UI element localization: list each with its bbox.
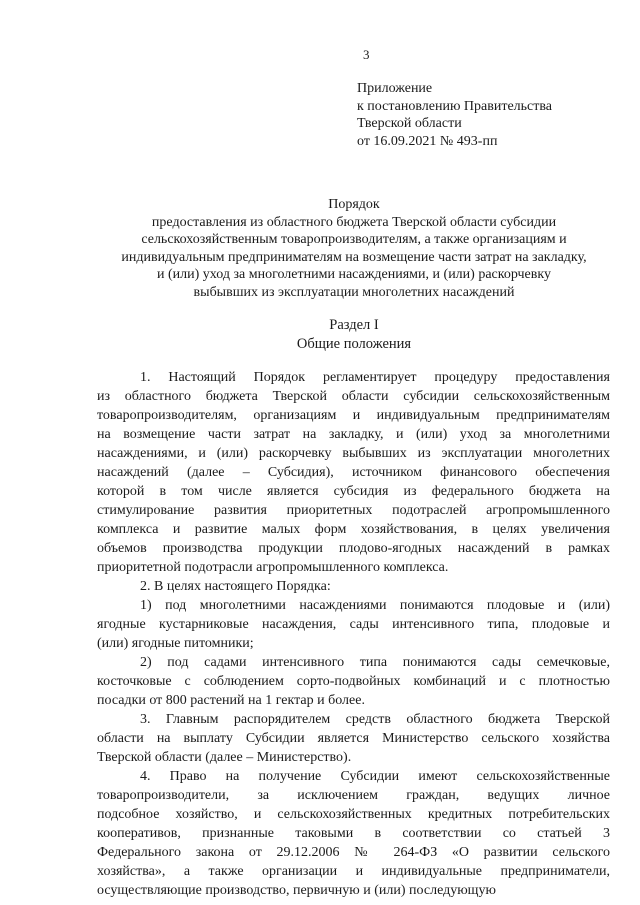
page-number: 3 bbox=[363, 47, 370, 62]
paragraph-line: хозяйства», а также организации и индивидуальные предприниматели, bbox=[97, 864, 610, 879]
section-number: Раздел I bbox=[329, 317, 379, 333]
paragraph-line: 1) под многолетними насаждениями понимаются плодовые и (или) bbox=[140, 598, 610, 613]
paragraph-line: (или) ягодные питомники; bbox=[97, 636, 254, 651]
paragraph-line: 3. Главным распорядителем средств областного бюджета Тверской bbox=[140, 712, 610, 727]
paragraph-line: области на выплату Субсидии является Министерство сельского хозяйства bbox=[97, 731, 610, 746]
title-heading: Порядок bbox=[328, 197, 380, 212]
paragraph-line: комплекса и развитие малых форм хозяйствования, в целях увеличения bbox=[97, 522, 610, 537]
paragraph-line: ягодные кустарниковые насаждения, сады интенсивного типа, плодовые и bbox=[97, 617, 610, 632]
paragraph-line: на возмещение части затрат на закладку, и (или) уход за многолетними bbox=[97, 427, 610, 442]
title-line: индивидуальным предпринимателям на возмещение части затрат на закладку, bbox=[121, 249, 587, 265]
paragraph-line: из областного бюджета Тверской области субсидии сельскохозяйственным bbox=[97, 389, 610, 404]
paragraph-line: стимулирование развития приоритетных подотраслей агропромышленного bbox=[97, 503, 610, 518]
title-line: предоставления из областного бюджета Тверской области субсидии bbox=[151, 214, 557, 230]
paragraph bbox=[97, 577, 610, 596]
paragraph-line: которой в том числе является субсидия из федерального бюджета на bbox=[97, 484, 610, 499]
appendix-line: Приложение bbox=[357, 81, 433, 96]
paragraph-line: товаропроизводителям, организациям и индивидуальным предпринимателям bbox=[97, 408, 610, 423]
document-title bbox=[96, 196, 612, 302]
paragraph bbox=[97, 596, 610, 653]
paragraph-line: 2) под садами интенсивного типа понимаются сады семечковые, bbox=[140, 655, 610, 670]
paragraph-line: насаждений (далее – Субсидия), источником финансового обеспечения bbox=[97, 465, 610, 480]
title-line: и (или) уход за многолетними насаждениями, и (или) раскорчевку bbox=[157, 267, 551, 283]
paragraph bbox=[97, 767, 610, 900]
paragraph-line: косточковые с соблюдением сорто-подвойных комбинаций и с плотностью bbox=[97, 674, 610, 689]
paragraph bbox=[97, 710, 610, 767]
paragraph-line: товаропроизводители, за исключением граждан, ведущих личное bbox=[97, 788, 610, 803]
document-body bbox=[97, 368, 610, 900]
paragraph-line: подсобное хозяйство, и сельскохозяйственных кредитных потребительских bbox=[97, 807, 610, 822]
appendix-line: от 16.09.2021 № 493-пп bbox=[357, 133, 498, 149]
paragraph-line: объемов производства продукции плодово-ягодных насаждений в рамках bbox=[97, 541, 610, 556]
paragraph bbox=[97, 653, 610, 710]
paragraph-line: 4. Право на получение Субсидии имеют сельскохозяйственные bbox=[140, 769, 610, 784]
title-line: сельскохозяйственным товаропроизводителям, а также организациям и bbox=[141, 232, 567, 248]
paragraph-line: кооперативов, признанные таковыми в соответствии со статьей 3 bbox=[97, 826, 610, 841]
paragraph-line: осуществляющие производство, первичную и (или) последующую bbox=[97, 883, 496, 898]
paragraph-line: насаждениями, и (или) раскорчевку выбывших из эксплуатации многолетних bbox=[97, 446, 610, 461]
paragraph-line: 2. В целях настоящего Порядка: bbox=[140, 579, 331, 594]
section-heading bbox=[96, 316, 612, 354]
appendix-header bbox=[357, 80, 552, 150]
paragraph-line: Тверской области (далее – Министерство). bbox=[97, 750, 352, 765]
paragraph bbox=[97, 368, 610, 577]
appendix-line: Тверской области bbox=[357, 116, 462, 131]
paragraph-line: приоритетной подотрасли агропромышленного комплекса. bbox=[97, 560, 449, 575]
section-name: Общие положения bbox=[296, 336, 412, 352]
paragraph-line: Федерального закона от 29.12.2006 № 264-ФЗ «О развитии сельского bbox=[97, 845, 610, 860]
appendix-line: к постановлению Правительства bbox=[357, 98, 553, 114]
paragraph-line: посадки от 800 растений на 1 гектар и более. bbox=[97, 693, 365, 708]
paragraph-line: 1. Настоящий Порядок регламентирует процедуру предоставления bbox=[140, 370, 610, 385]
title-line: выбывших из эксплуатации многолетних насаждений bbox=[193, 284, 515, 300]
